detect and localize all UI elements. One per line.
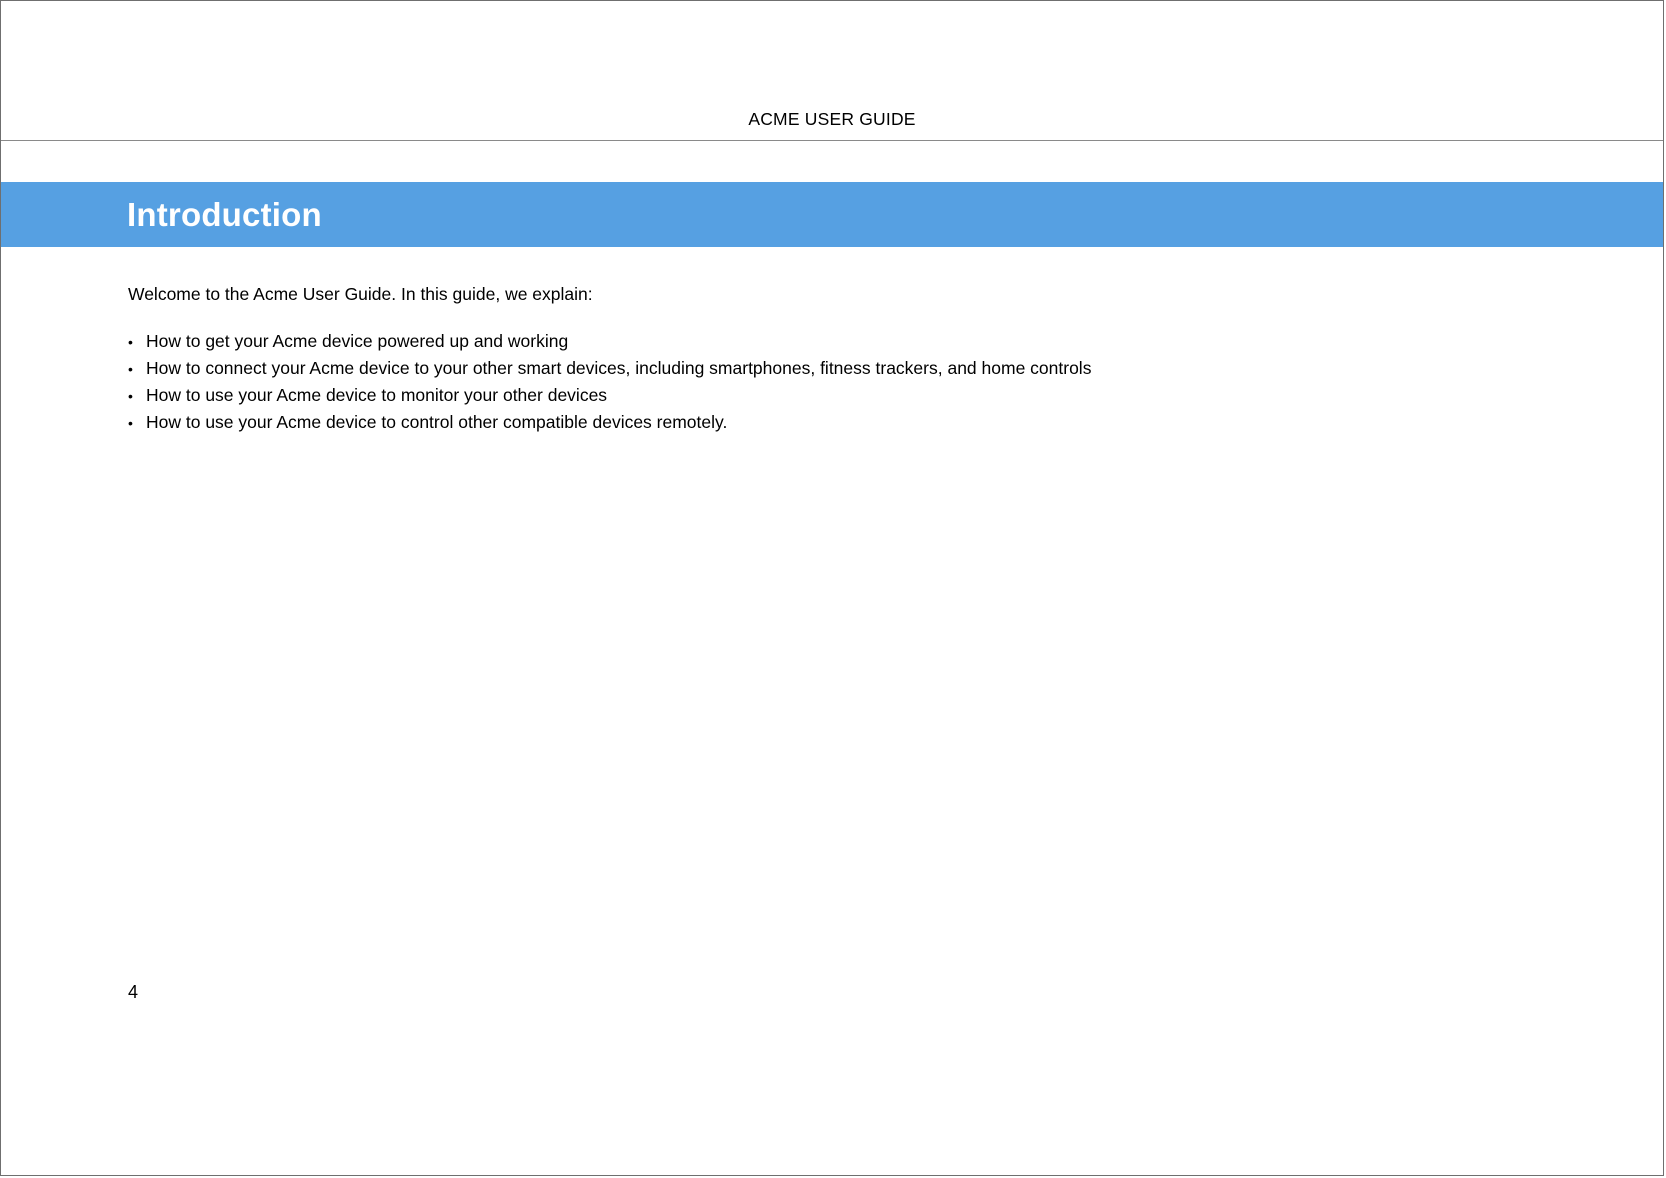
section-banner [1, 182, 1663, 247]
bullet-text: How to use your Acme device to control other compatible devices remotely. [146, 412, 728, 432]
page-content [128, 282, 1613, 436]
page-number: 4 [128, 982, 139, 1002]
list-item [128, 409, 1613, 436]
section-title: Introduction [127, 195, 322, 233]
bullet-glyph: • [128, 388, 133, 404]
list-item [128, 382, 1613, 409]
document-header-title: ACME USER GUIDE [748, 109, 916, 129]
bullet-glyph: • [128, 334, 133, 350]
bullet-glyph: • [128, 415, 133, 431]
bullet-text: How to get your Acme device powered up and working [146, 331, 569, 351]
intro-paragraph: Welcome to the Acme User Guide. In this guide, we explain: [128, 284, 593, 304]
bullet-text: How to connect your Acme device to your other smart devices, including smartphones, fitness trackers, and home controls [146, 358, 1092, 378]
bullet-glyph: • [128, 361, 133, 377]
bullet-list [128, 328, 1613, 436]
document-header [1, 1, 1663, 141]
list-item [128, 328, 1613, 355]
bullet-text: How to use your Acme device to monitor your other devices [146, 385, 608, 405]
list-item [128, 355, 1613, 382]
